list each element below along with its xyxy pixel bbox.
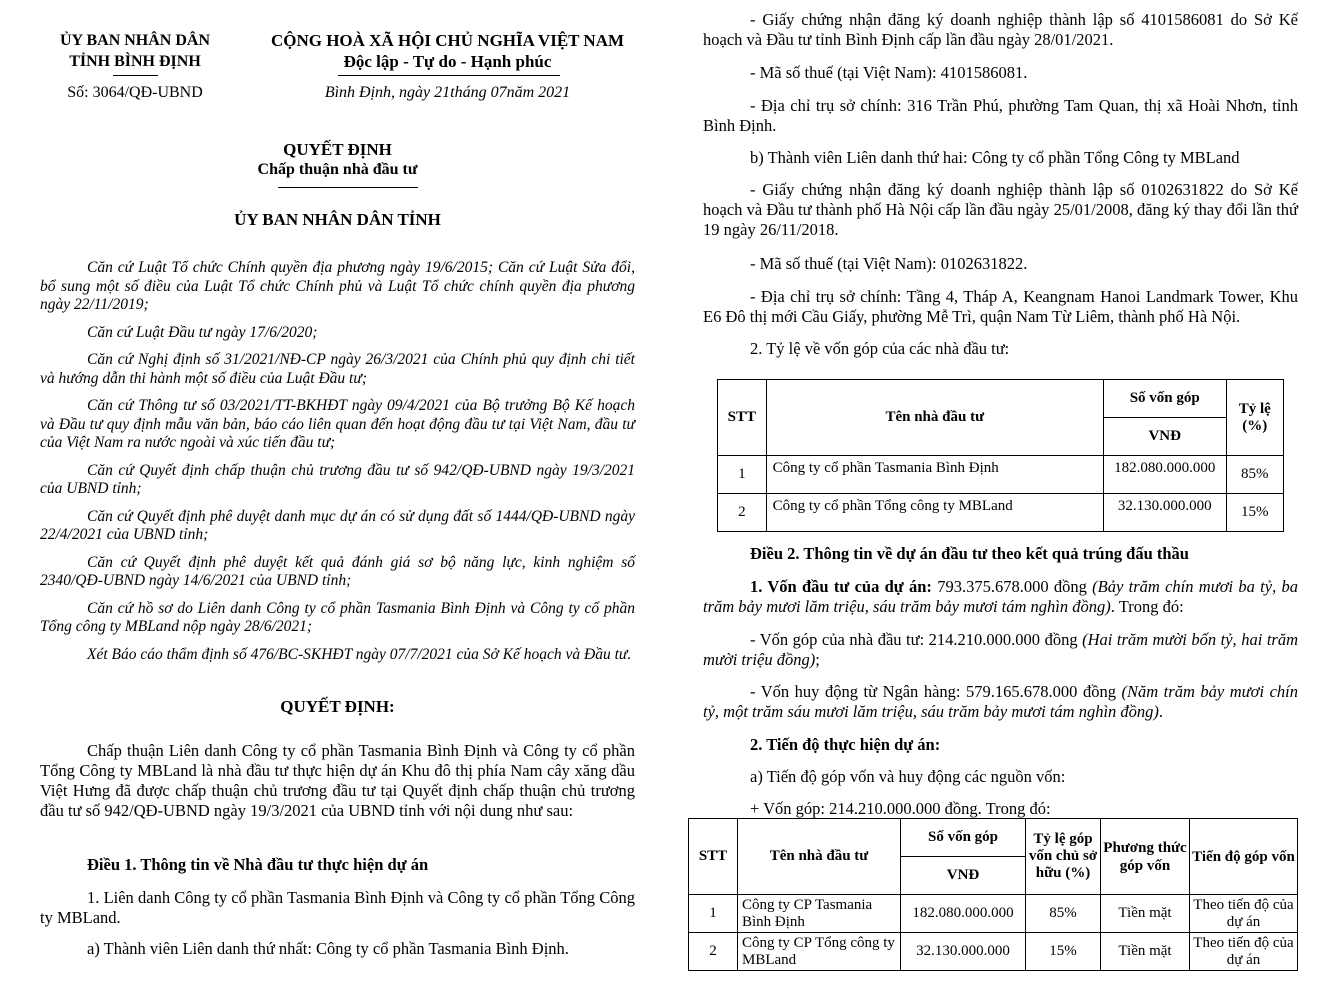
table-row bbox=[689, 933, 1298, 971]
col-header-ratio: Tỷ lệ (%) bbox=[1226, 380, 1283, 456]
article-2-heading: Điều 2. Thông tin về dự án đầu tư theo kết quả trúng đấu thầu bbox=[750, 544, 1189, 563]
cell-capital: 32.130.000.000 bbox=[901, 933, 1026, 971]
cell-stt: 2 bbox=[689, 933, 738, 971]
cell-stt: 1 bbox=[689, 895, 738, 933]
col-header-ratio: Tỷ lệ góp vốn chủ sở hữu (%) bbox=[1026, 819, 1101, 895]
loan-tail: . bbox=[1158, 702, 1164, 721]
basis-item: Căn cứ Quyết định chấp thuận chủ trương đầu tư số 942/QĐ-UBND ngày 19/3/2021 của UBND tỉnh; bbox=[40, 461, 635, 497]
motto-underline bbox=[338, 75, 560, 76]
equity-value: - Vốn góp của nhà đầu tư: 214.210.000.000 đồng bbox=[750, 630, 1083, 649]
col-header-unit: VNĐ bbox=[1103, 418, 1226, 456]
contribution-line: + Vốn góp: 214.210.000.000 đồng. Trong đó: bbox=[750, 799, 1051, 818]
member-a: a) Thành viên Liên danh thứ nhất: Công ty cổ phần Tasmania Bình Định. bbox=[87, 939, 569, 958]
equity-capital bbox=[703, 630, 1298, 670]
basis-item: Căn cứ Nghị định số 31/2021/NĐ-CP ngày 26/3/2021 của Chính phủ quy định chi tiết và hướng dẫn thi hành một số điều của Luật Đầu tư; bbox=[40, 351, 635, 387]
cell-schedule: Theo tiến độ của dự án bbox=[1190, 895, 1298, 933]
cell-method: Tiền mặt bbox=[1101, 933, 1190, 971]
article-1-heading: Điều 1. Thông tin về Nhà đầu tư thực hiện dự án bbox=[87, 855, 429, 874]
bank-loan bbox=[703, 682, 1298, 722]
cell-schedule: Theo tiến độ của dự án bbox=[1190, 933, 1298, 971]
equity-words: (Hai trăm mười bốn tỷ, hai trăm mười triệu đồng) bbox=[703, 630, 1298, 669]
cell-capital: 32.130.000.000 bbox=[1103, 494, 1226, 532]
col-header-stt: STT bbox=[689, 819, 738, 895]
cell-name: Công ty CP Tasmania Bình Định bbox=[738, 895, 901, 933]
member-b: b) Thành viên Liên danh thứ hai: Công ty cổ phần Tổng Công ty MBLand bbox=[750, 148, 1240, 167]
col-header-unit: VNĐ bbox=[901, 857, 1026, 895]
capital-value: 793.375.678.000 đồng bbox=[931, 577, 1093, 596]
agency-underline bbox=[113, 75, 158, 76]
national-title bbox=[260, 30, 635, 72]
member-b-certificate: - Giấy chứng nhận đăng ký doanh nghiệp thành lập số 0102631822 do Sở Kế hoạch và Đầu tư thành phố Hà Nội cấp lần đầu ngày 25/01/2008, đăng ký thay đổi lần thứ 19 ngày 26/11/2018. bbox=[703, 180, 1298, 239]
col-header-capital: Số vốn góp bbox=[901, 819, 1026, 857]
member-a-tax: - Mã số thuế (tại Việt Nam): 4101586081. bbox=[750, 63, 1028, 82]
col-header-name: Tên nhà đầu tư bbox=[766, 380, 1103, 456]
intro-paragraph: Chấp thuận Liên danh Công ty cổ phần Tasmania Bình Định và Công ty cổ phần Tổng Công ty MBLand là nhà đầu tư thực hiện dự án Khu đô thị phía Nam cây xăng dầu Việt Hưng đã được chấp thuận chủ trương đầu tư tại Quyết định chấp thuận chủ trương đầu tư số 942/QĐ-UBND ngày 19/3/2021 của UBND tỉnh với nội dung như sau: bbox=[40, 741, 635, 820]
equity-tail: ; bbox=[815, 650, 820, 669]
decision-title-main: QUYẾT ĐỊNH bbox=[283, 140, 392, 159]
cell-ratio: 15% bbox=[1026, 933, 1101, 971]
authority-heading: ỦY BAN NHÂN DÂN TỈNH bbox=[234, 210, 441, 229]
agency-line-1: ỦY BAN NHÂN DÂN bbox=[59, 32, 211, 49]
col-header-name: Tên nhà đầu tư bbox=[738, 819, 901, 895]
progress-heading: 2. Tiến độ thực hiện dự án: bbox=[750, 735, 941, 754]
project-capital bbox=[703, 577, 1298, 617]
document-number: Số: 3064/QĐ-UBND bbox=[67, 84, 203, 101]
agency-line-2: TỈNH BÌNH ĐỊNH bbox=[69, 53, 201, 70]
issuing-agency bbox=[40, 30, 230, 72]
member-b-tax: - Mã số thuế (tại Việt Nam): 0102631822. bbox=[750, 254, 1028, 273]
capital-tail: . Trong đó: bbox=[1110, 597, 1184, 616]
capital-label: 1. Vốn đầu tư của dự án: bbox=[750, 577, 932, 596]
basis-item: Căn cứ Quyết định phê duyệt kết quả đánh giá sơ bộ năng lực, kinh nghiệm số 2340/QĐ-UBND ngày 14/6/2021 của UBND tỉnh; bbox=[40, 553, 635, 589]
cell-stt: 2 bbox=[718, 494, 767, 532]
col-header-stt: STT bbox=[718, 380, 767, 456]
cell-method: Tiền mặt bbox=[1101, 895, 1190, 933]
cell-capital: 182.080.000.000 bbox=[901, 895, 1026, 933]
loan-value: - Vốn huy động từ Ngân hàng: 579.165.678.000 đồng bbox=[750, 682, 1122, 701]
decision-title bbox=[40, 140, 635, 180]
basis-item: Xét Báo cáo thẩm định số 476/BC-SKHĐT ngày 07/7/2021 của Sở Kế hoạch và Đầu tư. bbox=[87, 645, 632, 663]
col-header-schedule: Tiến độ góp vốn bbox=[1190, 819, 1298, 895]
loan-words: (Năm trăm bảy mươi chín tỷ, một trăm sáu mươi lăm triệu, sáu trăm bảy mươi tám nghìn đồng) bbox=[703, 682, 1298, 721]
cell-name: Công ty cổ phần Tasmania Bình Định bbox=[766, 456, 1103, 494]
table-row bbox=[689, 895, 1298, 933]
table-row bbox=[718, 494, 1284, 532]
cell-ratio: 85% bbox=[1026, 895, 1101, 933]
capital-words: (Bảy trăm chín mươi ba tỷ, ba trăm bảy mươi lăm triệu, sáu trăm bảy mươi tám nghìn đồng) bbox=[703, 577, 1298, 616]
title-underline bbox=[278, 187, 418, 188]
cell-name: Công ty CP Tổng công ty MBLand bbox=[738, 933, 901, 971]
decision-title-sub: Chấp thuận nhà đầu tư bbox=[257, 161, 418, 178]
legal-bases bbox=[40, 259, 635, 664]
member-b-address: - Địa chỉ trụ sở chính: Tầng 4, Tháp A, Keangnam Hanoi Landmark Tower, Khu E6 Đô thị mới Cầu Giấy, phường Mễ Trì, quận Nam Từ Liêm, thành phố Hà Nội. bbox=[703, 287, 1298, 326]
basis-item: Căn cứ Luật Tổ chức Chính quyền địa phương ngày 19/6/2015; Căn cứ Luật Sửa đổi, bổ sung một số điều của Luật Tổ chức Chính phủ và Luật Tổ chức chính quyền địa phương ngày 22/11/2019; bbox=[40, 259, 635, 313]
cell-ratio: 85% bbox=[1226, 456, 1283, 494]
country-line-2: Độc lập - Tự do - Hạnh phúc bbox=[343, 52, 552, 71]
cell-ratio: 15% bbox=[1226, 494, 1283, 532]
cell-name: Công ty cổ phần Tổng công ty MBLand bbox=[766, 494, 1103, 532]
cell-capital: 182.080.000.000 bbox=[1103, 456, 1226, 494]
basis-item: Căn cứ Quyết định phê duyệt danh mục dự án có sử dụng đất số 1444/QĐ-UBND ngày 22/4/2021 của UBND tỉnh; bbox=[40, 507, 635, 543]
decision-heading: QUYẾT ĐỊNH: bbox=[280, 697, 395, 716]
article-1-item-1: 1. Liên danh Công ty cổ phần Tasmania Bình Định và Công ty cổ phần Tổng Công ty MBLand. bbox=[40, 888, 635, 927]
table-row bbox=[718, 456, 1284, 494]
progress-item-a: a) Tiến độ góp vốn và huy động các nguồn vốn: bbox=[750, 767, 1066, 786]
col-header-method: Phương thức góp vốn bbox=[1101, 819, 1190, 895]
place-date: Bình Định, ngày 21tháng 07năm 2021 bbox=[324, 84, 571, 101]
basis-item: Căn cứ Luật Đầu tư ngày 17/6/2020; bbox=[87, 323, 318, 341]
member-a-address: - Địa chỉ trụ sở chính: 316 Trần Phú, phường Tam Quan, thị xã Hoài Nhơn, tỉnh Bình Định. bbox=[703, 96, 1298, 135]
member-a-certificate: - Giấy chứng nhận đăng ký doanh nghiệp thành lập số 4101586081 do Sở Kế hoạch và Đầu tư tỉnh Bình Định cấp lần đầu ngày 28/01/2021. bbox=[703, 10, 1298, 49]
basis-item: Căn cứ Thông tư số 03/2021/TT-BKHĐT ngày 09/4/2021 của Bộ trưởng Bộ Kế hoạch và Đầu tư quy định mẫu văn bản, báo cáo liên quan đến hoạt động đầu tư tại Việt Nam, đầu tư của Việt Nam ra nước ngoài và xúc tiến đầu tư; bbox=[40, 397, 635, 451]
country-line-1: CỘNG HOÀ XÃ HỘI CHỦ NGHĨA VIỆT NAM bbox=[270, 31, 625, 50]
basis-item: Căn cứ hồ sơ do Liên danh Công ty cổ phần Tasmania Bình Định và Công ty cổ phần Tổng công ty MBLand nộp ngày 28/6/2021; bbox=[40, 599, 635, 635]
contribution-schedule-table bbox=[688, 818, 1298, 971]
col-header-capital: Số vốn góp bbox=[1103, 380, 1226, 418]
investor-ratio-table bbox=[717, 379, 1284, 532]
article-1-item-2: 2. Tỷ lệ về vốn góp của các nhà đầu tư: bbox=[750, 339, 1010, 358]
cell-stt: 1 bbox=[718, 456, 767, 494]
